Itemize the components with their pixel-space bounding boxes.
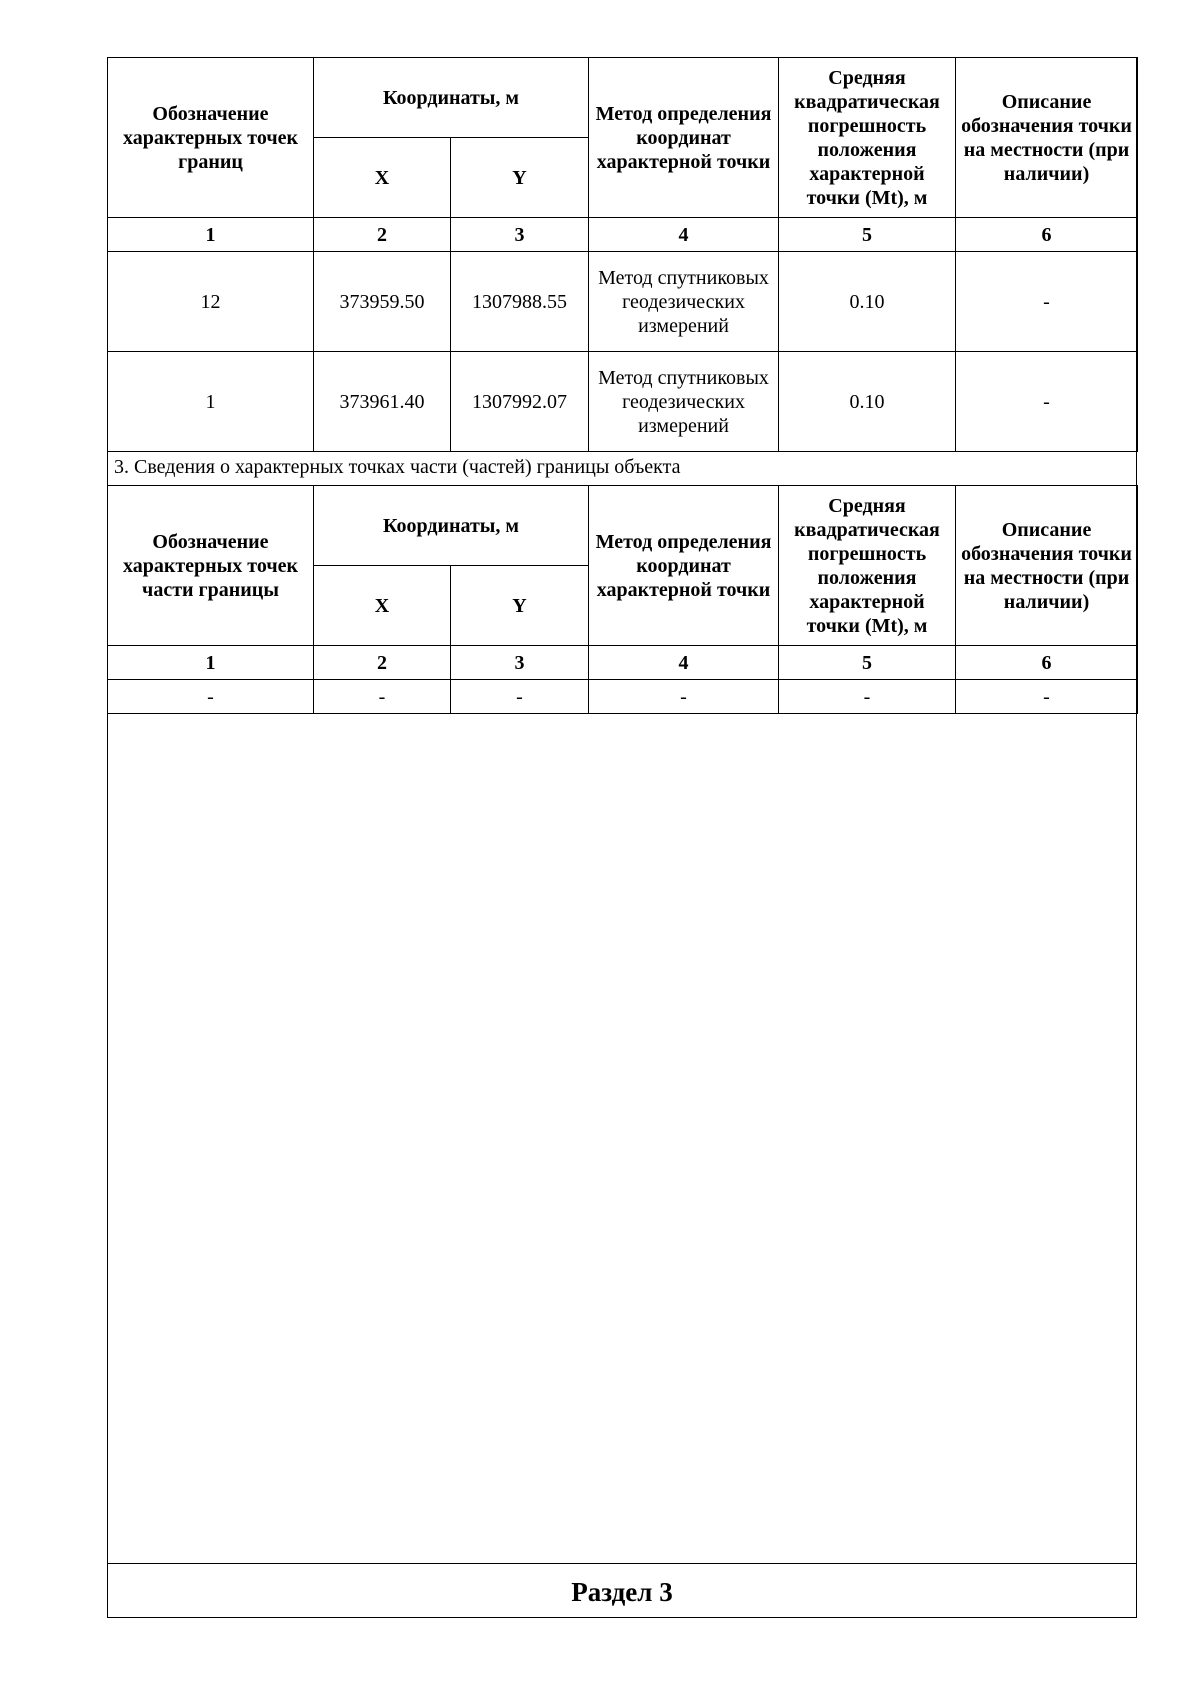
col-number: 2	[314, 218, 451, 252]
header-y: Y	[451, 566, 589, 646]
cell-error: 0.10	[779, 352, 956, 452]
table-row	[108, 352, 1138, 452]
cell-point: 1	[108, 352, 314, 452]
col-number: 6	[956, 218, 1138, 252]
section-3-title: 3. Сведения о характерных точках части (частей) границы объекта	[107, 450, 1137, 486]
part-boundary-points-table	[107, 485, 1138, 714]
col-number: 1	[108, 218, 314, 252]
header-method: Метод определения координат характерной точки	[589, 486, 779, 646]
cell-method: Метод спутниковых геодезических измерений	[589, 252, 779, 352]
table-row	[108, 252, 1138, 352]
cell-x: 373959.50	[314, 252, 451, 352]
cell-y: -	[451, 680, 589, 714]
cell-y: 1307992.07	[451, 352, 589, 452]
cell-description: -	[956, 252, 1138, 352]
cell-error: -	[779, 680, 956, 714]
cell-method: -	[589, 680, 779, 714]
header-description: Описание обозначения точки на местности (при наличии)	[956, 486, 1138, 646]
col-number: 2	[314, 646, 451, 680]
col-number: 6	[956, 646, 1138, 680]
header-y: Y	[451, 138, 589, 218]
cell-method: Метод спутниковых геодезических измерений	[589, 352, 779, 452]
table-row	[108, 680, 1138, 714]
section-footer: Раздел 3	[107, 1563, 1137, 1619]
cell-description: -	[956, 680, 1138, 714]
col-number: 4	[589, 646, 779, 680]
cell-x: -	[314, 680, 451, 714]
header-coordinates: Координаты, м	[314, 486, 589, 566]
col-number: 1	[108, 646, 314, 680]
cell-y: 1307988.55	[451, 252, 589, 352]
cell-error: 0.10	[779, 252, 956, 352]
col-number: 5	[779, 218, 956, 252]
col-number: 4	[589, 218, 779, 252]
header-error: Средняя квадратическая погрешность положения характерной точки (Mt), м	[779, 58, 956, 218]
header-point-designation: Обозначение характерных точек границ	[108, 58, 314, 218]
header-point-designation: Обозначение характерных точек части границы	[108, 486, 314, 646]
header-description: Описание обозначения точки на местности (при наличии)	[956, 58, 1138, 218]
col-number: 3	[451, 646, 589, 680]
document-frame	[107, 57, 1137, 1618]
cell-point: 12	[108, 252, 314, 352]
header-x: X	[314, 566, 451, 646]
cell-x: 373961.40	[314, 352, 451, 452]
header-x: X	[314, 138, 451, 218]
header-method: Метод определения координат характерной точки	[589, 58, 779, 218]
header-error: Средняя квадратическая погрешность положения характерной точки (Mt), м	[779, 486, 956, 646]
boundary-points-table	[107, 57, 1138, 452]
col-number: 5	[779, 646, 956, 680]
col-number: 3	[451, 218, 589, 252]
header-coordinates: Координаты, м	[314, 58, 589, 138]
cell-description: -	[956, 352, 1138, 452]
cell-point: -	[108, 680, 314, 714]
